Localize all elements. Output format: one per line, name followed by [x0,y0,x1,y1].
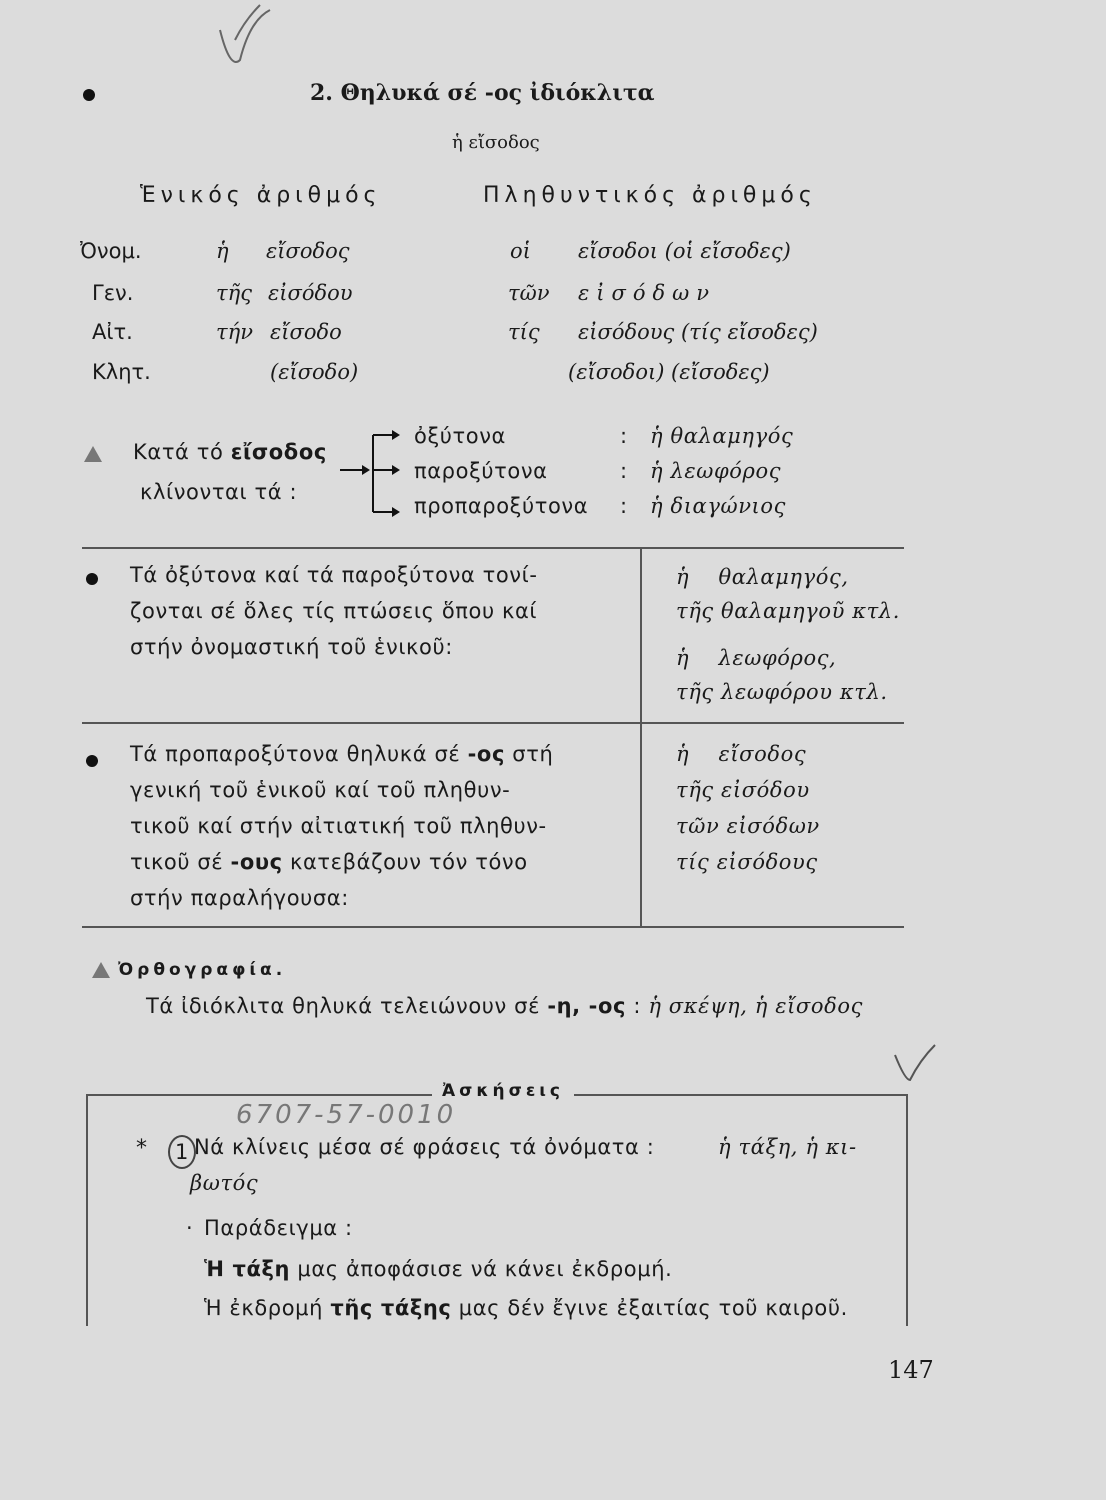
branch-type: προπαροξύτονα [414,494,589,518]
rule2-line2: γενική τοῦ ἑνικοῦ καί τοῦ πληθυν- [130,778,511,802]
sentence-bold: Ἡ τάξη [204,1257,291,1281]
form-pl: εἰσόδων [578,281,717,305]
ortho-bold: -η, -ος [547,994,627,1018]
handwritten-code: * [136,1136,147,1161]
ortho-example: ἡ σκέψη, ἡ εἴσοδος [648,994,863,1018]
exercises-box [86,1094,908,1326]
rule2-example: ἡ εἴσοδος [676,742,807,766]
sentence-prefix: Ἡ ἐκδρομή [204,1296,324,1320]
form-sg: εἰσόδου [268,281,353,305]
singular-header: Ἑνικός ἀριθμός [140,183,382,208]
section-title: 2. Θηλυκά σέ -ος ἰδιόκλιτα [310,80,655,106]
example-word: ἡ εἴσοδος [452,132,540,153]
example-sentence-2 [204,1296,848,1320]
case-label: Γεν. [92,281,134,305]
rule1-example: ἡ λεωφόρος, [676,646,837,670]
example-sentence-1 [204,1257,672,1281]
pencil-mark-right [890,1040,940,1090]
section-bullet [83,89,95,101]
form-pl: εἴσοδοι (οἱ εἴσοδες) [578,239,791,263]
rule2-bold: -ος [467,742,506,766]
pencil-scribble-top [200,0,290,75]
branch-colon: : [620,459,628,483]
branch-example: ἡ διαγώνιος [650,494,786,518]
branch-type: παροξύτονα [414,459,548,483]
triangle-marker [84,446,102,462]
orthography-heading: Ὀρθογραφία. [118,960,287,980]
exercise-line2: βωτός [190,1171,259,1195]
sentence-bold: τῆς τάξης [330,1296,452,1320]
rule2-text: κατεβάζουν τόν τόνο [290,850,528,874]
branch-arrows [340,425,405,525]
divider-middle [82,722,904,724]
branch-colon: : [620,424,628,448]
form-sg: εἴσοδο [270,320,342,344]
example-label: Παράδειγμα : [204,1216,353,1240]
divider-bottom [82,926,904,928]
sentence-rest: μας δέν ἔγινε ἐξαιτίας τοῦ καιροῦ. [458,1296,848,1320]
form-pl: (εἴσοδοι) (εἴσοδες) [568,360,770,384]
rule2-example: τῆς εἰσόδου [676,778,810,802]
form-sg: εἴσοδος [266,239,350,263]
branch-type: ὀξύτονα [414,424,506,448]
form-pl: εἰσόδους (τίς εἴσοδες) [578,320,818,344]
rule2-text: στή [512,742,554,766]
page-number: 147 [888,1356,934,1384]
intro-bold: εἴσοδος [230,440,327,464]
rule1-bullet [86,573,98,585]
rule1-example: τῆς θαλαμηγοῦ κτλ. [676,599,900,623]
rule2-line5: στήν παραλήγουσα: [130,886,349,910]
rule2-line4 [130,850,528,874]
ortho-colon: : [633,994,642,1018]
form-sg: (εἴσοδο) [270,360,359,384]
branch-colon: : [620,494,628,518]
article-sg: ἡ [216,239,229,263]
rule2-example: τίς εἰσόδους [676,850,818,874]
declension-intro [133,440,327,464]
ortho-prefix: Τά ἰδιόκλιτα θηλυκά τελειώνουν σέ [146,994,541,1018]
plural-header: Πληθυντικός ἀριθμός [483,183,817,208]
article-sg: τῆς [216,281,252,305]
example-dot: · [186,1216,194,1240]
rule1-line: ζονται σέ ὅλες τίς πτώσεις ὅπου καί [130,599,538,623]
handwritten-number: 6707-57-0010 [236,1100,457,1130]
exercise-line1-example: ἡ τάξη, ἡ κι- [718,1135,857,1159]
case-label: Κλητ. [92,360,151,384]
article-pl: οἱ [510,239,531,263]
rule2-line1 [130,742,553,766]
rule2-text: τικοῦ σέ [130,850,224,874]
case-label: Αἰτ. [92,320,133,344]
branch-example: ἡ λεωφόρος [650,459,782,483]
sentence-rest: μας ἀποφάσισε νά κάνει ἐκδρομή. [297,1257,673,1281]
article-pl: τῶν [508,281,550,305]
rule1-line: στήν ὀνομαστική τοῦ ἑνικοῦ: [130,635,453,659]
exercise-line1: Νά κλίνεις μέσα σέ φράσεις τά ὀνόματα : [194,1135,655,1159]
orthography-text [146,994,863,1018]
rule2-bold: -ους [230,850,283,874]
rule1-line: Τά ὀξύτονα καί τά παροξύτονα τονί- [130,563,538,587]
rule2-example: τῶν εἰσόδων [676,814,820,838]
declension-intro-2: κλίνονται τά : [140,480,298,504]
article-sg: τήν [216,320,253,344]
exercises-heading: Ἀσκήσεις [432,1081,574,1101]
divider-vertical [640,547,642,926]
exercise-number: 1 [168,1135,196,1169]
rule1-example: τῆς λεωφόρου κτλ. [676,680,888,704]
divider-top [82,547,904,549]
rule2-line3: τικοῦ καί στήν αἰτιατική τοῦ πληθυν- [130,814,547,838]
triangle-marker [92,962,110,978]
branch-example: ἡ θαλαμηγός [650,424,794,448]
rule1-example: ἡ θαλαμηγός, [676,565,849,589]
case-label: Ὀνομ. [80,239,142,263]
intro-prefix: Κατά τό [133,440,224,464]
article-pl: τίς [508,320,540,344]
rule2-text: Τά προπαροξύτονα θηλυκά σέ [130,742,461,766]
rule2-bullet [86,755,98,767]
